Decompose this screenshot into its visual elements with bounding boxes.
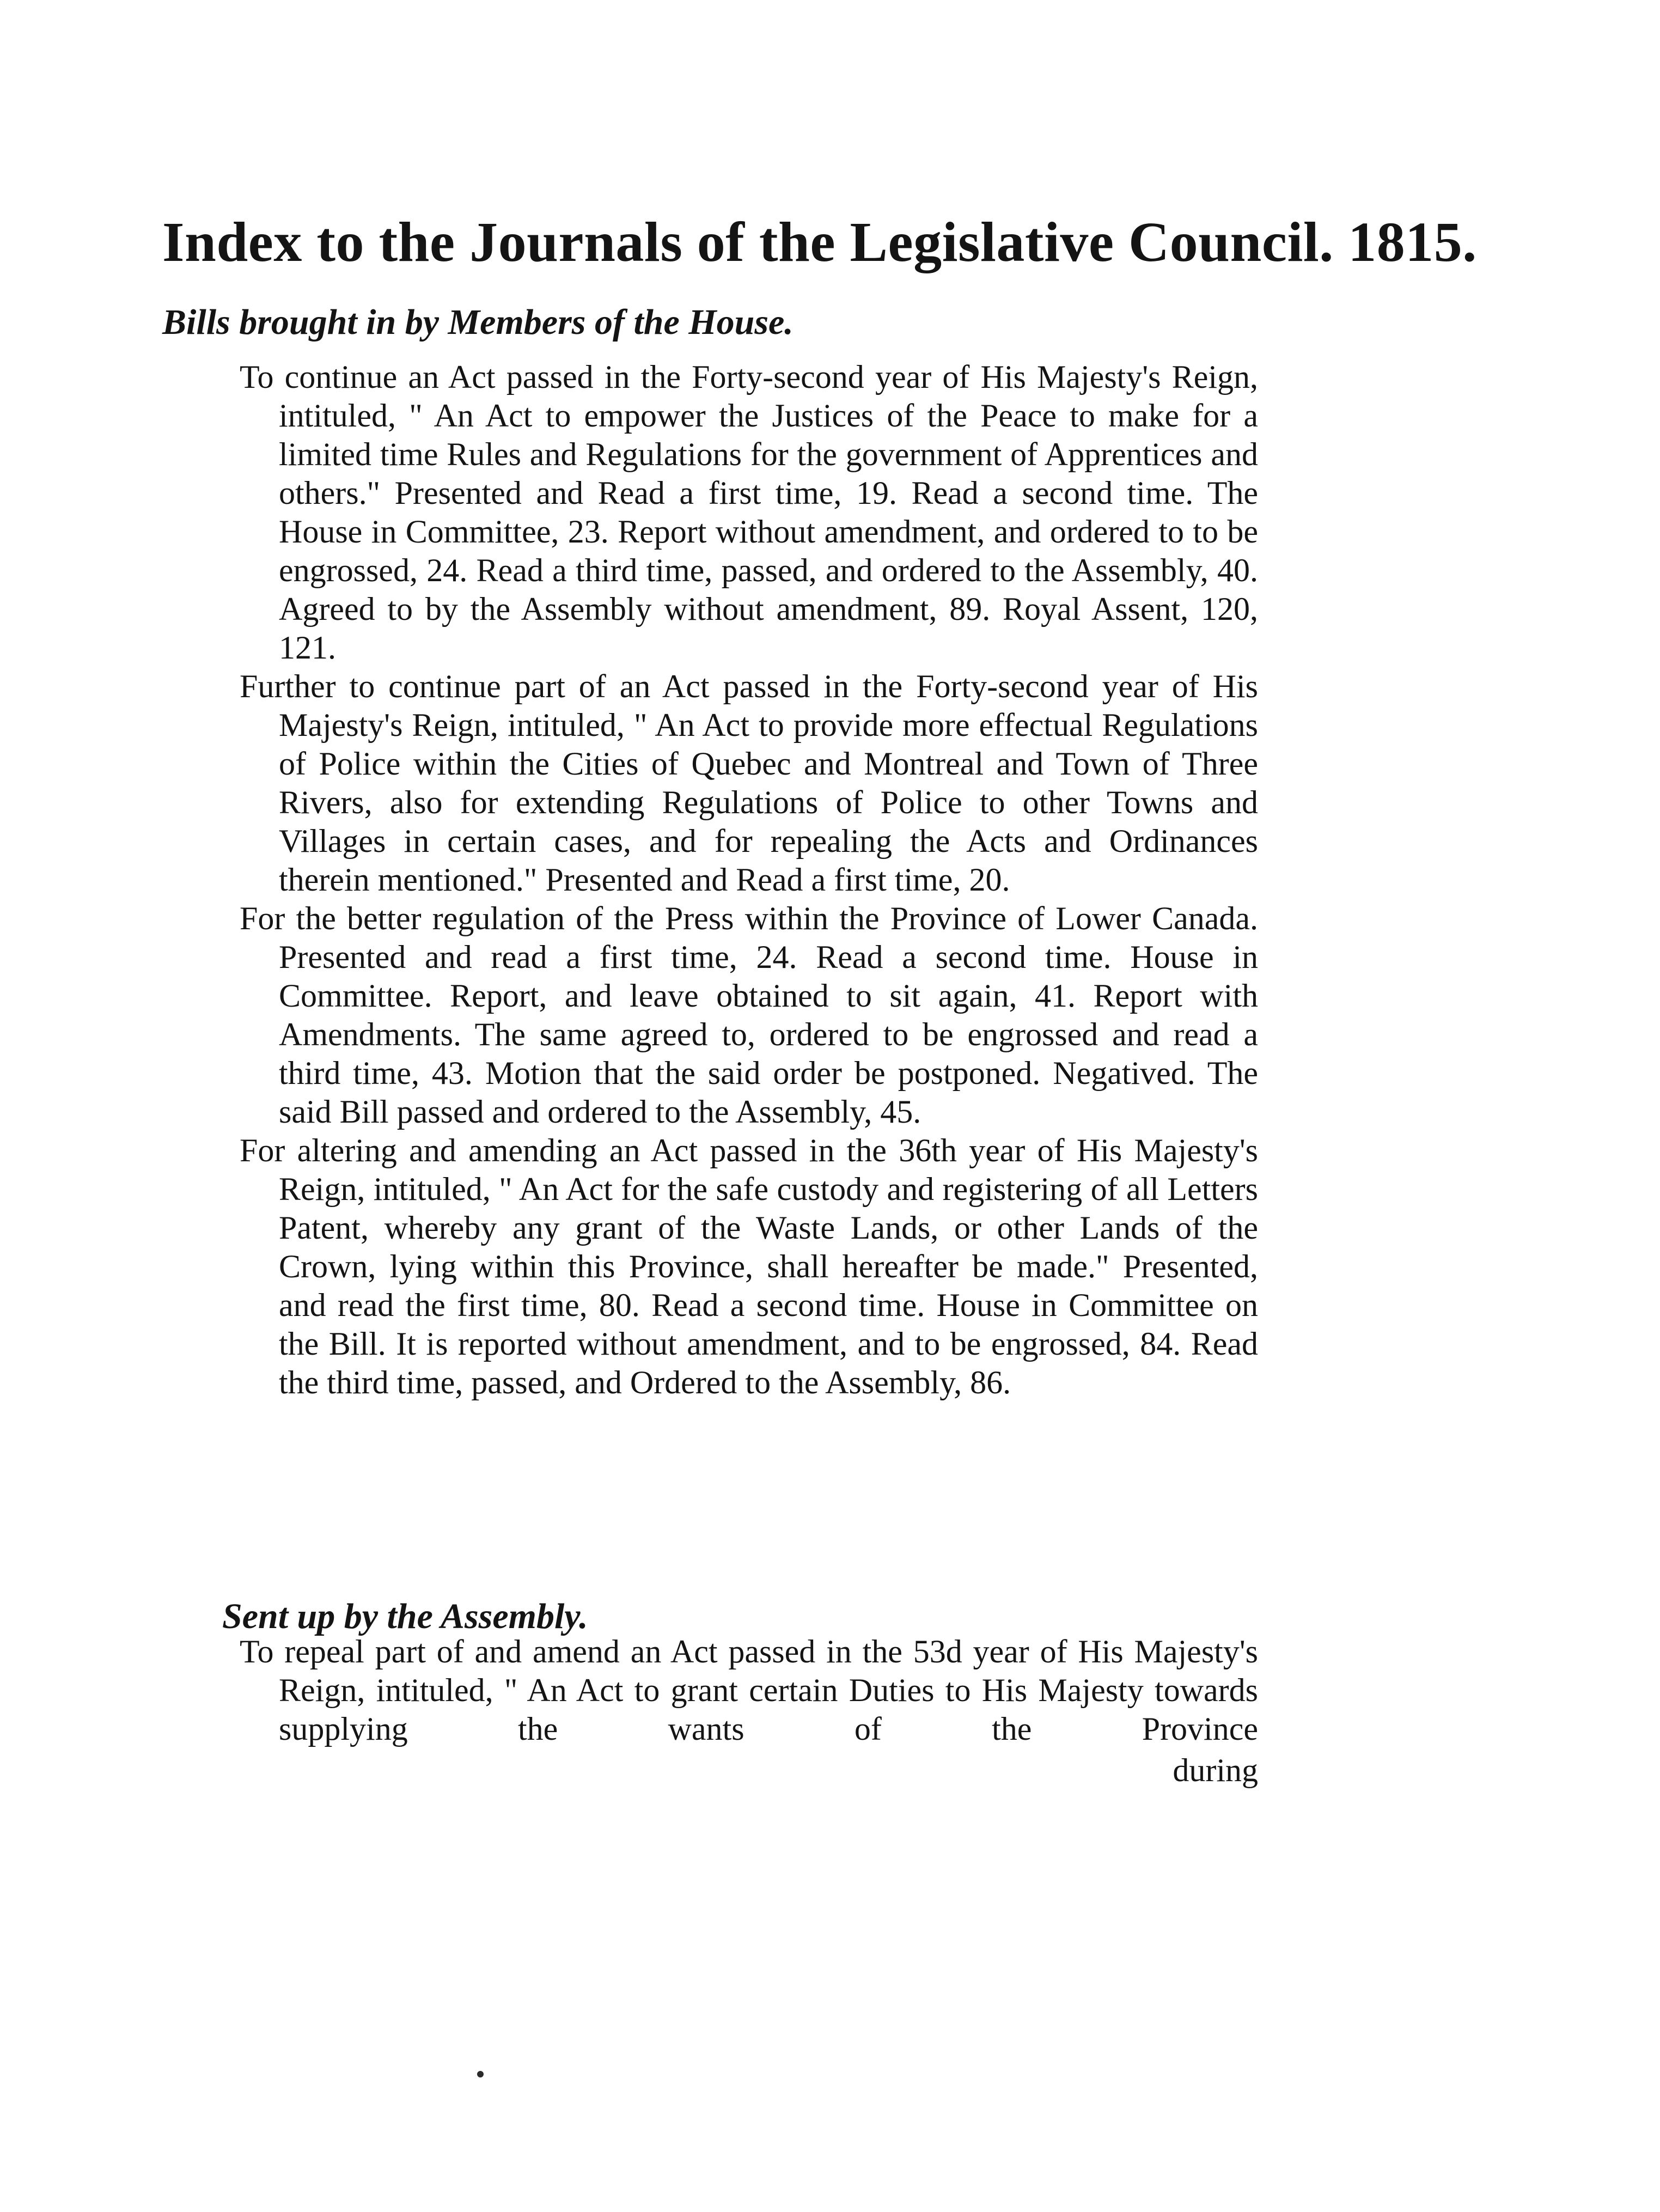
catchword: during	[1173, 1752, 1258, 1788]
page-title: Index to the Journals of the Legislative Council. 1815.	[162, 211, 1477, 273]
index-entry-police-act: Further to continue part of an Act passed in the Forty-second year of His Majesty's Reign, intituled, " An Act to provide more effectual Regulations of Police within the Cities of Quebec and Montreal and Town of Three Rivers, also for extending Regulations of Police to other Towns and Villages in certain cases, and for repealing the Acts and Ordinances therein mentioned." Presented and Read a first time, 20.	[240, 668, 1258, 898]
index-entry-apprentices-act: To continue an Act passed in the Forty-second year of His Majesty's Reign, intituled, " An Act to empower the Justices of the Peace to make for a limited time Rules and Regulations for the government of Apprentices and others." Presented and Read a first time, 19. Read a second time. The House in Committee, 23. Report without amendment, and ordered to to be engrossed, 24. Read a third time, passed, and ordered to the Assembly, 40. Agreed to by the Assembly without amendment, 89. Royal Assent, 120, 121.	[240, 359, 1258, 666]
entry-list-assembly-bills	[240, 1632, 1258, 1748]
section-heading-members-bills: Bills brought in by Members of the House.	[162, 302, 794, 342]
ink-speck	[477, 2071, 484, 2077]
index-entry-duties-act: To repeal part of and amend an Act passed in the 53d year of His Majesty's Reign, intituled, " An Act to grant certain Duties to His Majesty towards supplying the wants of the Province	[240, 1634, 1258, 1747]
index-entry-letters-patent-act: For altering and amending an Act passed in the 36th year of His Majesty's Reign, intituled, " An Act for the safe custody and registering of all Letters Patent, whereby any grant of the Waste Lands, or other Lands of the Crown, lying within this Province, shall hereafter be made." Presented, and read the first time, 80. Read a second time. House in Committee on the Bill. It is reported without amendment, and to be engrossed, 84. Read the third time, passed, and Ordered to the Assembly, 86.	[240, 1132, 1258, 1400]
entry-list-members-bills	[240, 358, 1258, 1402]
section-heading-assembly-bills: Sent up by the Assembly.	[222, 1596, 588, 1636]
index-entry-press-regulation: For the better regulation of the Press within the Province of Lower Canada. Presented and read a first time, 24. Read a second time. House in Committee. Report, and leave obtained to sit again, 41. Report with Amendments. The same agreed to, ordered to be engrossed and read a third time, 43. Motion that the said order be postponed. Negatived. The said Bill passed and ordered to the Assembly, 45.	[240, 900, 1258, 1130]
